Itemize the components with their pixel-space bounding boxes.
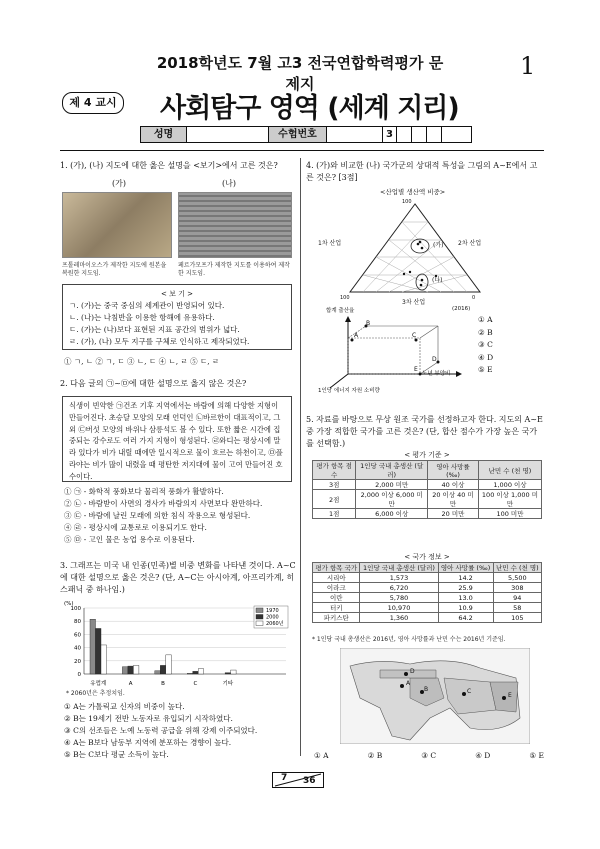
map-point-a: A [406,680,411,687]
exam-no-digit: 3 [383,127,397,142]
point-c: C [412,332,417,339]
map-point-d: D [410,668,415,675]
q4-option[interactable]: ② B [478,327,493,337]
q1-bogi-item: ㄹ. (가), (나) 모두 지구를 구체로 인식하고 제작되었다. [69,337,250,346]
table-cell: 터키 [313,603,360,613]
q1-bogi-item: ㄴ. (나)는 나침반을 이용한 항해에 유용하다. [69,313,215,322]
bar-2000 [193,671,199,674]
q1-bogi-title: < 보 기 > [161,290,193,298]
q1-stem: 1. (가), (나) 지도에 대한 옳은 설명을 <보기>에서 고른 것은? [60,161,278,170]
bar-2000 [96,628,102,674]
x-tick-label: C [193,681,198,687]
y-tick-label: 0 [77,672,81,678]
table-header: 영아 사망률 (‰) [428,461,479,480]
bar-1970 [155,671,161,674]
q1-bogi-box [62,284,292,350]
q5-option[interactable]: ① A [314,751,329,760]
label-tertiary: 3차 산업 [402,299,426,306]
q3-choices [64,701,296,761]
exam-no-box[interactable] [397,127,412,142]
bar-2060 [133,665,139,674]
x-tick-label: B [161,681,165,687]
table-cell: 64.2 [438,613,493,623]
label-ga: (가) [433,242,444,249]
country-table [312,562,542,623]
bar-2060 [198,669,204,674]
q4-options [478,314,538,377]
point-d: D [432,356,437,363]
point-b: B [366,320,371,327]
q5-option[interactable]: ③ C [421,751,437,760]
race-ratio-chart [62,598,292,688]
mercator-map-image [178,192,292,258]
bar-2060 [231,670,237,674]
map-point-e: E [508,692,512,699]
table-cell: 1,000 이상 [478,480,541,490]
q1-caption-b: 페르가모프가 제작한 지도를 이용하여 제작한 지도임. [178,262,290,277]
table-header: 평가 항목 국가 [313,563,360,573]
page-number: 1 [520,52,536,80]
bar-2000 [225,673,231,674]
y-tick-label: 80 [74,619,81,626]
q3-choice[interactable]: ④ A는 B보다 남동부 지역에 분포하는 경향이 높다. [64,738,232,747]
legend-label: 1970 [266,608,279,615]
q5-note: * 1인당 국내 총생산은 2016년, 영아 사망률과 난민 수는 2016년 기준임. [312,636,506,643]
table-cell: 5,780 [360,593,438,603]
name-field[interactable] [187,127,269,142]
tick-right: 0 [472,295,476,301]
q1-bogi-item: ㄱ. (가)는 중국 중심의 세계관이 반영되어 있다. [69,301,225,310]
exam-no-box[interactable] [412,127,427,142]
header-rule [60,150,544,151]
q4-option[interactable]: ⑤ E [478,365,493,374]
ptolemy-map-image [62,192,172,258]
q5-options [314,750,544,762]
table-cell: 이라크 [313,583,360,593]
q2-choice[interactable]: ③ ㉢ - 바람에 날린 모래에 의한 침식 작용으로 형성된다. [64,511,251,520]
point-e: E [414,366,418,373]
x-tick-label: A [128,681,133,687]
legend-swatch [256,615,263,620]
table-header: 영아 사망률 (‰) [438,563,493,573]
label-secondary: 2차 산업 [458,240,482,247]
q2-choices [64,486,296,546]
q3-choice[interactable]: ⑤ B는 C보다 평균 소득이 높다. [64,750,169,759]
q3-choice[interactable]: ③ C의 선조들은 노예 노동력 공급을 위해 강제 이주되었다. [64,726,258,735]
column-divider [300,158,301,756]
table-cell: 20 미만 [428,509,479,519]
x-tick-label: 기타 [222,681,234,687]
q4-stem: 4. (가)와 비교한 (나) 국가군의 상대적 특성을 그림의 A~E에서 고른 것은? [3점] [306,161,538,182]
criteria-table [312,460,542,519]
period-badge: 제 4 교시 [62,92,124,114]
y-tick-label: 60 [74,632,81,639]
axis-y-label: 1인당 에너지 자원 소비량 [318,388,380,394]
exam-no-box[interactable] [442,127,457,142]
table-cell: 파키스탄 [313,613,360,623]
q1-label-a: (가) [112,179,126,188]
bar-2000 [128,666,133,674]
page-counter [272,772,324,788]
point-a: A [354,332,359,339]
y-tick-label: 40 [74,645,81,652]
triangle-title: <산업별 생산액 비중> [380,188,446,196]
q3-choice[interactable]: ① A는 가톨릭교 신자의 비중이 높다. [64,702,185,711]
legend-swatch [256,608,263,613]
map-point-b: B [424,686,429,693]
q5-option[interactable]: ② B [367,751,383,760]
axis-z-label: 합계 출산율 [326,308,355,314]
q2-choice[interactable]: ② ㉡ - 바람받이 사면의 경사가 바람의지 사면보다 완만하다. [64,499,263,508]
table-cell: 58 [493,603,541,613]
q4-option[interactable]: ④ D [478,352,494,362]
table-cell: 10.9 [438,603,493,613]
table-cell: 308 [493,583,541,593]
q2-passage-box: 식생이 빈약한 ㉠건조 기후 지역에서는 바람에 의해 다양한 지형이 만들어진다. 초승달 모양의 모래 언덕인 ㉡바르한이 대표적이고, 그 외 ㉢버섯 모양의 바위나 삼릉석도 볼 수 있다. 또한 짧은 시간에 집중되는 강수로도 여러 가지 지형이 형성된다. ㉣와디는 평상시에 말라 있다가 비가 내릴 때에만 일시적으로 물이 흐르는 하천이고, ㉤플라야는 비가 많이 내렸을 때 평탄한 저지대에 물이 고여 만들어진 호수이다. [62,396,292,482]
table-header: 평가 항목 점수 [313,461,356,480]
bar-2000 [160,665,166,674]
q3-note: * 2060년은 추정치임. [66,690,125,697]
current-page: 7 [281,773,288,783]
q5-option[interactable]: ⑤ E [529,751,544,760]
q1-options[interactable]: ① ㄱ, ㄴ ② ㄱ, ㄷ ③ ㄴ, ㄷ ④ ㄴ, ㄹ ⑤ ㄷ, ㄹ [64,357,220,366]
table-cell: 시리아 [313,573,360,583]
table-cell: 25.9 [438,583,493,593]
table-cell: 100 미만 [478,509,541,519]
label-primary: 1차 산업 [318,240,342,247]
exam-no-label: 수험번호 [269,127,327,142]
table-cell: 2,000 미만 [356,480,428,490]
table-cell: 1,360 [360,613,438,623]
q1-caption-a: 프톨레마이오스가 제작한 지도에 원본을 복원한 지도임. [62,262,167,277]
table-cell: 3점 [313,480,356,490]
table-cell: 94 [493,593,541,603]
q2-choice[interactable]: ⑤ ㉤ - 고인 물은 농업 용수로 이용된다. [64,535,195,544]
total-pages: 36 [303,776,316,786]
exam-no-field[interactable] [327,127,383,142]
table-cell: 5,500 [493,573,541,583]
q2-stem: 2. 다음 글의 ㉠~㉤에 대한 설명으로 옳지 않은 것은? [60,379,247,388]
table2-caption: < 국가 정보 > [404,553,450,561]
bar-1970 [187,673,193,674]
table-header: 1인당 국내 총생산 (달러) [356,461,428,480]
map-point-c: C [467,688,472,695]
ternary-diagram [340,196,490,308]
table-cell: 14.2 [438,573,493,583]
y-axis-unit: (%) [64,601,74,607]
q4-option[interactable]: ③ C [478,340,493,349]
exam-title: 2018학년도 7월 고3 전국연합학력평가 문제지 [156,54,444,93]
bar-1970 [90,619,96,674]
name-label: 성명 [141,127,187,142]
q5-stem: 5. 자료를 바탕으로 무상 원조 국가를 선정하고자 한다. 지도의 A~E 중 가장 적합한 국가를 고른 것은? (단, 합산 점수가 가장 높은 국가를 선택함.) [306,415,543,448]
tick-top: 100 [402,199,412,205]
x-tick-label: 유럽계 [90,681,107,687]
subject-title: 사회탐구 영역 (세계 지리) [160,93,459,124]
axis-x-label: 노년 부양비 [422,371,451,377]
table-cell: 10,970 [360,603,438,613]
name-exam-row [140,126,472,143]
q3-stem: 3. 그래프는 미국 내 인종(민족)별 비중 변화를 나타낸 것이다. A~C에 대한 설명으로 옳은 것은? (단, A~C는 아시아계, 아프리카계, 히스패닉 중 하나임.) [60,561,296,594]
q1-label-b: (나) [222,179,236,188]
legend-label: 2060년 [266,621,284,628]
bar-1970 [122,667,128,674]
table-cell: 1점 [313,509,356,519]
bar-2060 [101,645,107,674]
table-header: 난민 수 (천 명) [478,461,541,480]
tick-left: 100 [340,295,350,301]
legend-label: 2000 [266,614,279,621]
table-cell: 이란 [313,593,360,603]
table-cell: 6,720 [360,583,438,593]
y-tick-label: 20 [74,658,81,665]
q2-choice[interactable]: ④ ㉣ - 평상시에 교통로로 이용되기도 한다. [64,523,207,532]
table-cell: 100 이상 1,000 미만 [478,490,541,509]
table-cell: 40 이상 [428,480,479,490]
table-cell: 1,573 [360,573,438,583]
legend-swatch [256,621,263,626]
table-cell: 2점 [313,490,356,509]
q2-choice[interactable]: ① ㉠ - 화학적 풍화보다 물리적 풍화가 활발하다. [64,487,224,496]
q3-choice[interactable]: ② B는 19세기 전반 노동자로 유입되기 시작하였다. [64,714,233,723]
bar-2060 [166,655,172,674]
table-cell: 20 이상 40 미만 [428,490,479,509]
table-header: 1인당 국내 총생산 (달러) [360,563,438,573]
table-cell: 6,000 이상 [356,509,428,519]
label-na: (나) [432,277,443,284]
table-cell: 13.0 [438,593,493,603]
q5-option[interactable]: ④ D [475,751,491,760]
cube-3d-diagram [320,312,470,392]
table-cell: 2,000 이상 6,000 미만 [356,490,428,509]
table-header: 난민 수 (천 명) [493,563,541,573]
table-cell: 105 [493,613,541,623]
q1-bogi-item: ㄷ. (가)는 (나)보다 표현된 지표 공간의 범위가 넓다. [69,325,240,334]
middle-east-map [340,648,530,744]
exam-no-box[interactable] [427,127,442,142]
q4-option[interactable]: ① A [478,315,493,324]
triangle-year: (2016) [452,306,471,312]
table1-caption: < 평가 기준 > [404,451,450,459]
y-tick-label: 100 [70,606,81,612]
